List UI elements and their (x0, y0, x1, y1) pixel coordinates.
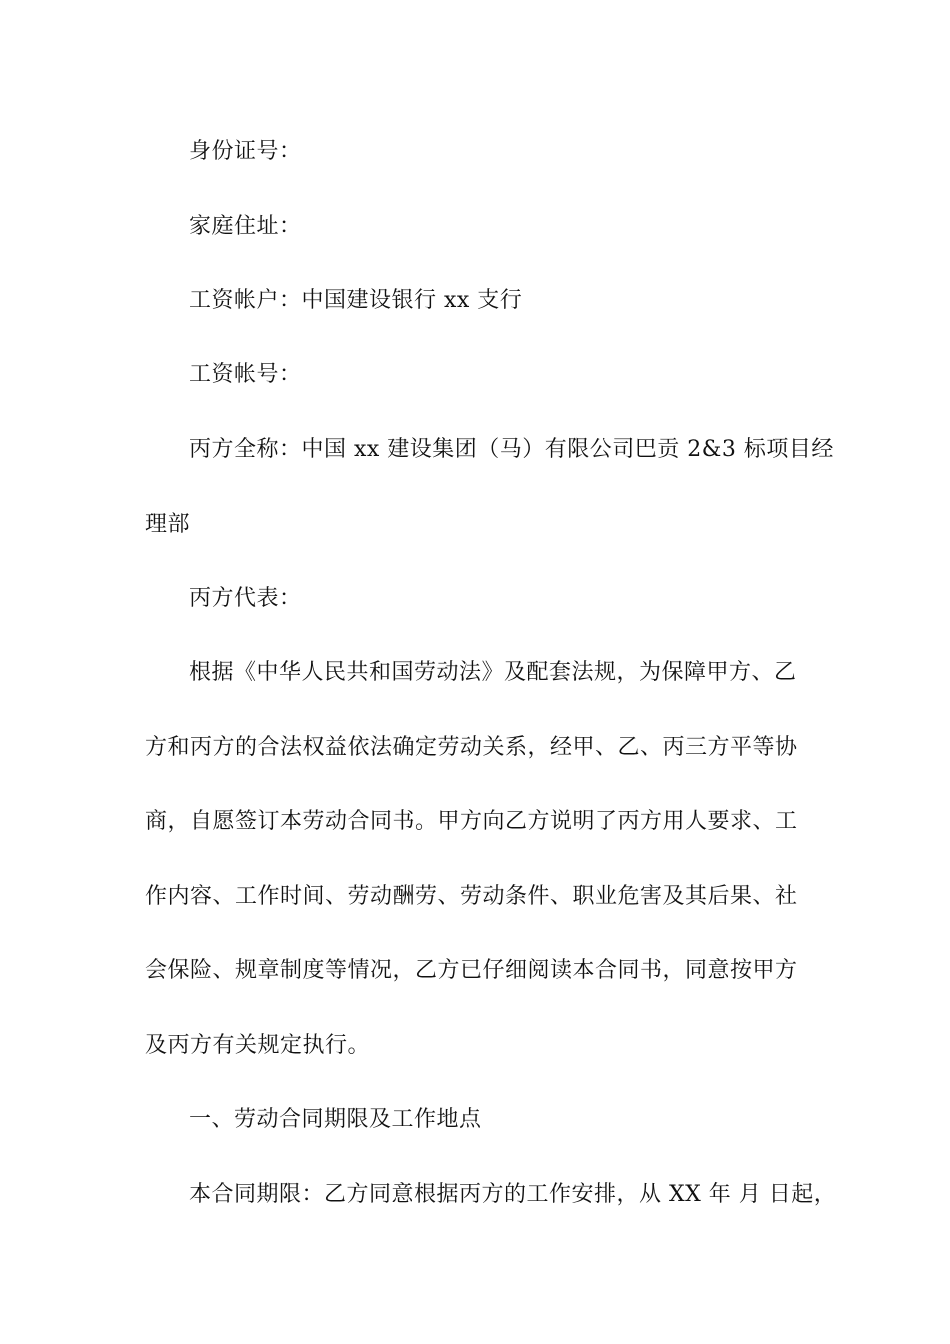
party-c-name-continuation: 理部 (145, 512, 191, 537)
preamble-line: 方和丙方的合法权益依法确定劳动关系，经甲、乙、丙三方平等协 (145, 735, 798, 760)
preamble-line: 作内容、工作时间、劳动酬劳、劳动条件、职业危害及其后果、社 (145, 884, 798, 909)
id-number-field: 身份证号： (189, 139, 302, 164)
preamble-line: 根据《中华人民共和国劳动法》及配套法规，为保障甲方、乙 (189, 660, 797, 685)
section-heading: 一、劳动合同期限及工作地点 (189, 1107, 482, 1132)
salary-account-number-field: 工资帐号： (189, 362, 302, 387)
party-c-representative-field: 丙方代表： (189, 586, 302, 611)
section-body-line: 本合同期限：乙方同意根据丙方的工作安排，从 XX 年 月 日起， (189, 1182, 837, 1207)
preamble-line: 会保险、规章制度等情况，乙方已仔细阅读本合同书，同意按甲方 (145, 958, 798, 983)
preamble-line: 商，自愿签订本劳动合同书。甲方向乙方说明了丙方用人要求、工 (145, 809, 798, 834)
party-c-name-field: 丙方全称：中国 xx 建设集团（马）有限公司巴贡 2&3 标项目经 (189, 437, 834, 462)
preamble-line: 及丙方有关规定执行。 (145, 1033, 371, 1058)
salary-account-field: 工资帐户：中国建设银行 xx 支行 (189, 288, 523, 313)
home-address-field: 家庭住址： (189, 214, 302, 239)
